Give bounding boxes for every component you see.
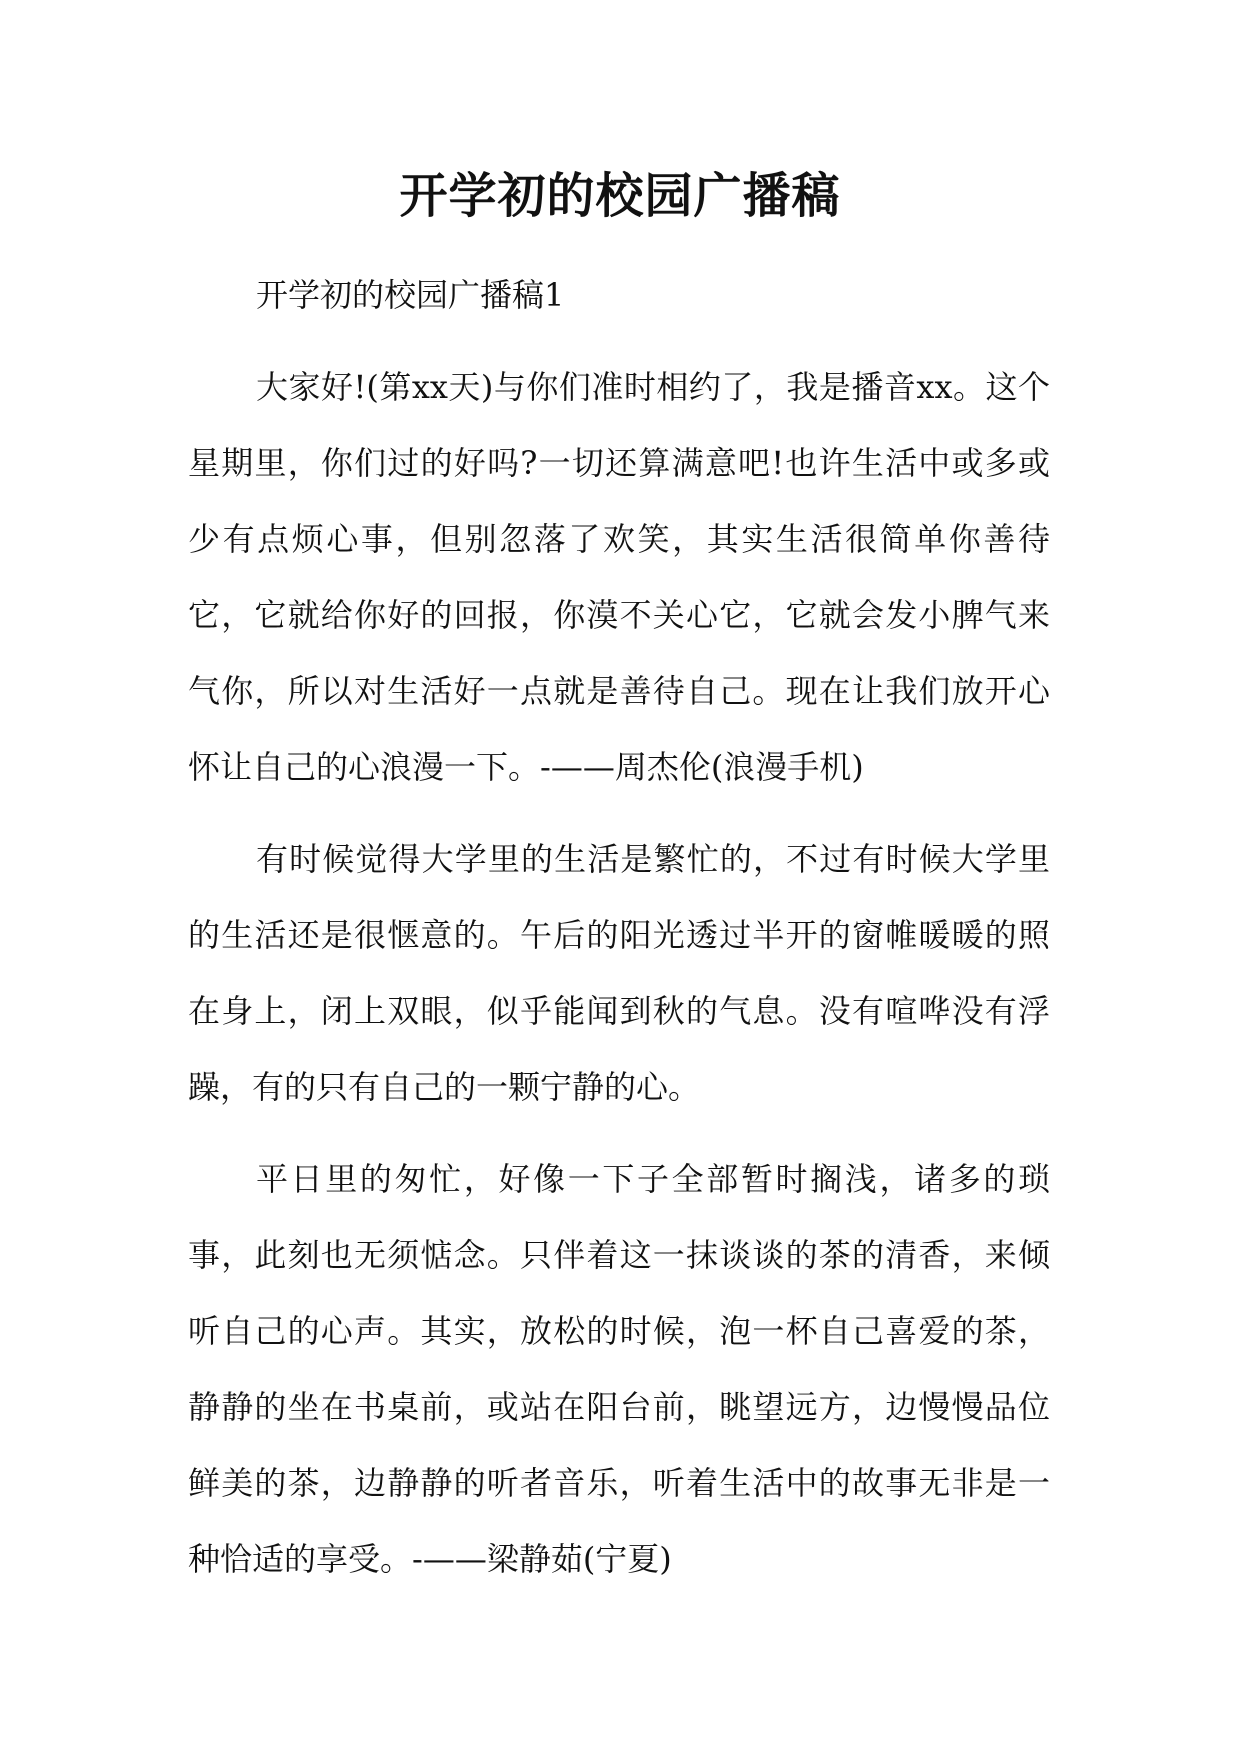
- document-body: [188, 257, 1050, 1613]
- paragraph-3: 平日里的匆忙，好像一下子全部暂时搁浅，诸多的琐事，此刻也无须惦念。只伴着这一抹谈谈的茶的清香，来倾听自己的心声。其实，放松的时候，泡一杯自己喜爱的茶，静静的坐在书桌前，或站在阳台前，眺望远方，边慢慢品位鲜美的茶，边静静的听者音乐，听着生活中的故事无非是一种恰适的享受。-——梁静茹(宁夏): [188, 1160, 1050, 1578]
- paragraph-1: 大家好!(第xx天)与你们准时相约了，我是播音xx。这个星期里，你们过的好吗?一切还算满意吧!也许生活中或多或少有点烦心事，但别忽落了欢笑，其实生活很简单你善待它，它就给你好的回报，你漠不关心它，它就会发小脾气来气你，所以对生活好一点就是善待自己。现在让我们放开心怀让自己的心浪漫一下。-——周杰伦(浪漫手机): [188, 368, 1050, 786]
- paragraph-2: 有时候觉得大学里的生活是繁忙的，不过有时候大学里的生活还是很惬意的。午后的阳光透过半开的窗帷暖暖的照在身上，闭上双眼，似乎能闻到秋的气息。没有喧哗没有浮躁，有的只有自己的一颗宁静的心。: [188, 840, 1050, 1106]
- document-title: 开学初的校园广播稿: [399, 168, 841, 224]
- section-heading: 开学初的校园广播稿1: [256, 276, 565, 314]
